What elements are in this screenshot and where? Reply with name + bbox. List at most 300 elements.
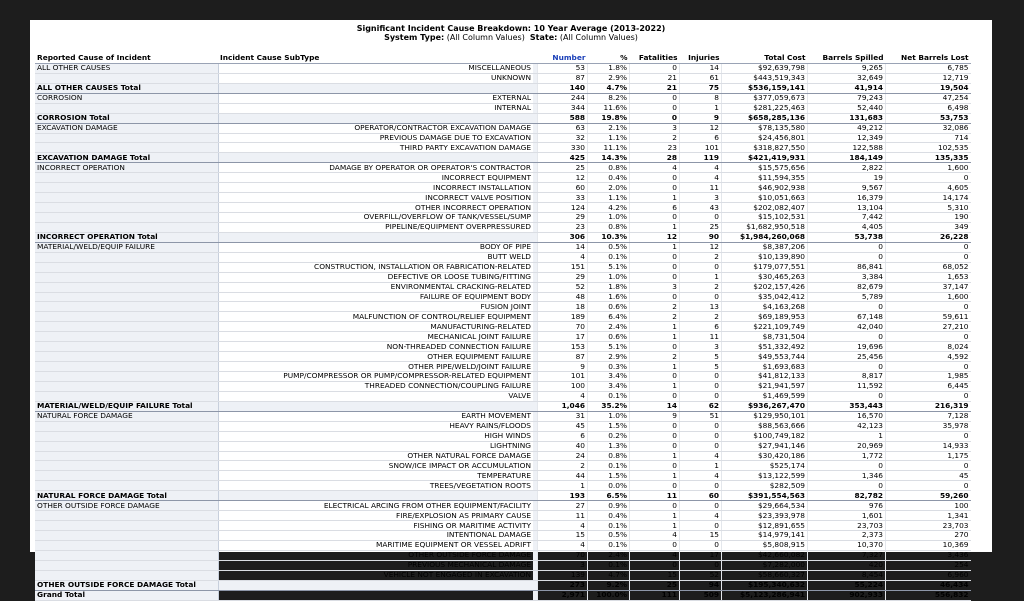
number-cell: 273 — [538, 580, 588, 590]
percent-cell: 8.2% — [588, 93, 630, 103]
total-cost-cell: $377,059,673 — [722, 93, 808, 103]
barrels-spilled-cell: 79,243 — [808, 93, 886, 103]
barrels-spilled-cell: 16,379 — [808, 193, 886, 203]
barrels-spilled-cell: 131,683 — [808, 113, 886, 123]
cause-cell — [35, 103, 218, 113]
subtype-cell: PIPELINE/EQUIPMENT OVERPRESSURED — [218, 222, 533, 232]
injuries-cell: 60 — [680, 491, 722, 501]
total-cost-cell: $1,693,683 — [722, 362, 808, 372]
table-row — [35, 213, 971, 223]
percent-cell: 19.8% — [588, 113, 630, 123]
barrels-spilled-cell: 20,969 — [808, 441, 886, 451]
injuries-cell: 0 — [680, 431, 722, 441]
percent-cell: 0.1% — [588, 540, 630, 550]
barrels-spilled-cell: 13,104 — [808, 203, 886, 213]
injuries-cell: 12 — [680, 123, 722, 133]
percent-cell: 0.1% — [588, 461, 630, 471]
percent-cell: 2.9% — [588, 352, 630, 362]
total-cost-cell: $29,664,534 — [722, 501, 808, 511]
number-cell: 12 — [538, 173, 588, 183]
percent-cell: 3.4% — [588, 372, 630, 382]
barrels-spilled-cell: 49,212 — [808, 123, 886, 133]
number-cell: 14 — [538, 242, 588, 252]
table-row — [35, 322, 971, 332]
table-row — [35, 133, 971, 143]
barrels-spilled-cell: 11,592 — [808, 381, 886, 391]
table-row — [35, 511, 971, 521]
cause-cell: ALL OTHER CAUSES — [35, 63, 218, 73]
cause-cell: Grand Total — [35, 590, 218, 600]
injuries-cell: 509 — [680, 590, 722, 600]
report-header — [30, 24, 992, 42]
number-cell: 344 — [538, 103, 588, 113]
cause-cell: INCORRECT OPERATION — [35, 163, 218, 173]
barrels-spilled-cell: 55,224 — [808, 580, 886, 590]
subtotal-row — [35, 113, 971, 123]
injuries-cell: 75 — [680, 83, 722, 93]
subtype-cell: FISHING OR MARITIME ACTIVITY — [218, 521, 533, 531]
subtype-cell: HEAVY RAINS/FLOODS — [218, 421, 533, 431]
table-row — [35, 362, 971, 372]
fatalities-cell: 3 — [630, 123, 680, 133]
table-row — [35, 252, 971, 262]
total-cost-cell: $4,163,268 — [722, 302, 808, 312]
fatalities-cell: 15 — [630, 570, 680, 580]
net-barrels-lost-cell: 37,147 — [886, 282, 971, 292]
cause-cell: MATERIAL/WELD/EQUIP FAILURE Total — [35, 401, 218, 411]
subtype-cell — [218, 83, 533, 93]
number-cell: 70 — [538, 550, 588, 560]
net-barrels-lost-cell: 68,052 — [886, 262, 971, 272]
fatalities-cell: 0 — [630, 292, 680, 302]
injuries-cell: 119 — [680, 153, 722, 163]
net-barrels-lost-cell: 46,434 — [886, 580, 971, 590]
injuries-cell: 17 — [680, 550, 722, 560]
total-cost-cell: $58,660,327 — [722, 570, 808, 580]
number-cell: 24 — [538, 451, 588, 461]
injuries-cell: 14 — [680, 63, 722, 73]
total-cost-cell: $318,827,550 — [722, 143, 808, 153]
number-cell: 32 — [538, 133, 588, 143]
total-cost-cell: $10,139,890 — [722, 252, 808, 262]
number-cell: 2,971 — [538, 590, 588, 600]
fatalities-cell: 9 — [630, 411, 680, 421]
subtype-cell: MARITIME EQUIPMENT OR VESSEL ADRIFT — [218, 540, 533, 550]
barrels-spilled-cell: 8,454 — [808, 570, 886, 580]
number-cell: 6 — [538, 431, 588, 441]
number-cell: 151 — [538, 262, 588, 272]
subtype-cell: EARTH MOVEMENT — [218, 411, 533, 421]
subtype-cell — [218, 153, 533, 163]
fatalities-cell: 1 — [630, 222, 680, 232]
subtype-cell: OTHER NATURAL FORCE DAMAGE — [218, 451, 533, 461]
net-barrels-lost-cell: 6,960 — [886, 570, 971, 580]
fatalities-cell: 0 — [630, 501, 680, 511]
percent-cell: 6.5% — [588, 491, 630, 501]
net-barrels-lost-cell: 47,254 — [886, 93, 971, 103]
cause-cell — [35, 560, 218, 570]
total-cost-cell: $1,984,260,068 — [722, 232, 808, 242]
cause-cell — [35, 173, 218, 183]
state-label: State: — [529, 33, 558, 42]
table-row — [35, 163, 971, 173]
cause-cell — [35, 451, 218, 461]
subtype-cell: OTHER OUTSIDE FORCE DAMAGE — [218, 550, 533, 560]
injuries-cell: 5 — [680, 362, 722, 372]
net-barrels-lost-cell: 714 — [886, 133, 971, 143]
subtype-cell: DAMAGE BY OPERATOR OR OPERATOR'S CONTRACTOR — [218, 163, 533, 173]
injuries-cell: 0 — [680, 441, 722, 451]
injuries-cell: 0 — [680, 560, 722, 570]
barrels-spilled-cell: 2,822 — [808, 163, 886, 173]
table-row — [35, 411, 971, 421]
percent-cell: 3.4% — [588, 381, 630, 391]
percent-cell: 5.1% — [588, 262, 630, 272]
cause-cell — [35, 461, 218, 471]
barrels-spilled-cell: 53,738 — [808, 232, 886, 242]
cause-cell: INCORRECT OPERATION Total — [35, 232, 218, 242]
percent-cell: 0.4% — [588, 173, 630, 183]
total-cost-cell: $23,393,978 — [722, 511, 808, 521]
net-barrels-lost-cell: 1,653 — [886, 272, 971, 282]
cause-cell — [35, 222, 218, 232]
number-cell: 139 — [538, 570, 588, 580]
fatalities-cell: 2 — [630, 352, 680, 362]
fatalities-cell: 21 — [630, 73, 680, 83]
net-barrels-lost-cell: 1,600 — [886, 292, 971, 302]
net-barrels-lost-cell: 32,086 — [886, 123, 971, 133]
total-cost-cell: $936,267,470 — [722, 401, 808, 411]
net-barrels-lost-cell: 27,210 — [886, 322, 971, 332]
subtype-cell: OVERFILL/OVERFLOW OF TANK/VESSEL/SUMP — [218, 213, 533, 223]
injuries-cell: 6 — [680, 133, 722, 143]
subtype-cell: VALVE — [218, 391, 533, 401]
table-row — [35, 103, 971, 113]
number-cell: 18 — [538, 302, 588, 312]
percent-cell: 0.0% — [588, 481, 630, 491]
barrels-spilled-cell: 67,148 — [808, 312, 886, 322]
fatalities-cell: 6 — [630, 203, 680, 213]
fatalities-cell: 0 — [630, 540, 680, 550]
table-row — [35, 540, 971, 550]
net-barrels-lost-cell: 100 — [886, 501, 971, 511]
fatalities-cell: 0 — [630, 113, 680, 123]
fatalities-cell: 2 — [630, 302, 680, 312]
net-barrels-lost-cell: 0 — [886, 391, 971, 401]
barrels-spilled-cell: 420 — [808, 560, 886, 570]
subtype-cell: INCORRECT INSTALLATION — [218, 183, 533, 193]
injuries-cell: 25 — [680, 222, 722, 232]
fatalities-cell: 0 — [630, 63, 680, 73]
table-row — [35, 262, 971, 272]
number-cell: 140 — [538, 83, 588, 93]
cause-cell — [35, 381, 218, 391]
fatalities-cell: 0 — [630, 431, 680, 441]
number-cell: 48 — [538, 292, 588, 302]
percent-cell: 0.1% — [588, 521, 630, 531]
total-cost-cell: $129,950,101 — [722, 411, 808, 421]
fatalities-cell: 28 — [630, 153, 680, 163]
net-barrels-lost-cell: 4,605 — [886, 183, 971, 193]
injuries-cell: 4 — [680, 163, 722, 173]
barrels-spilled-cell: 9,265 — [808, 63, 886, 73]
subtype-cell: HIGH WINDS — [218, 431, 533, 441]
subtype-cell: PREVIOUS MECHANICAL DAMAGE — [218, 560, 533, 570]
injuries-cell: 51 — [680, 411, 722, 421]
net-barrels-lost-cell: 190 — [886, 213, 971, 223]
subtotal-row — [35, 153, 971, 163]
cause-cell — [35, 183, 218, 193]
barrels-spilled-cell: 7,442 — [808, 213, 886, 223]
barrels-spilled-cell: 9,567 — [808, 183, 886, 193]
col-header-total-cost[interactable]: Total Cost — [722, 54, 808, 63]
percent-cell: 0.8% — [588, 451, 630, 461]
subtype-cell: EXTERNAL — [218, 93, 533, 103]
subtype-cell: THIRD PARTY EXCAVATION DAMAGE — [218, 143, 533, 153]
number-cell: 244 — [538, 93, 588, 103]
net-barrels-lost-cell: 216,319 — [886, 401, 971, 411]
table-row — [35, 292, 971, 302]
percent-cell: 0.9% — [588, 501, 630, 511]
fatalities-cell: 0 — [630, 481, 680, 491]
report-title: Significant Incident Cause Breakdown: 10 Year Average (2013-2022) — [356, 24, 666, 33]
fatalities-cell: 4 — [630, 550, 680, 560]
cause-cell — [35, 282, 218, 292]
total-cost-cell: $27,941,146 — [722, 441, 808, 451]
barrels-spilled-cell: 0 — [808, 461, 886, 471]
subtype-cell: VEHICLE NOT ENGAGED IN EXCAVATION — [218, 570, 533, 580]
subtype-cell: MECHANICAL JOINT FAILURE — [218, 332, 533, 342]
fatalities-cell: 0 — [630, 103, 680, 113]
subtype-cell: INCORRECT VALVE POSITION — [218, 193, 533, 203]
cause-cell: NATURAL FORCE DAMAGE — [35, 411, 218, 421]
table-body — [35, 63, 971, 600]
total-cost-cell: $15,575,656 — [722, 163, 808, 173]
percent-cell: 6.4% — [588, 312, 630, 322]
total-cost-cell: $658,285,136 — [722, 113, 808, 123]
number-cell: 100 — [538, 381, 588, 391]
cause-cell — [35, 322, 218, 332]
table-row — [35, 431, 971, 441]
table-row — [35, 312, 971, 322]
number-cell: 15 — [538, 531, 588, 541]
injuries-cell: 0 — [680, 521, 722, 531]
subtype-cell: ENVIRONMENTAL CRACKING-RELATED — [218, 282, 533, 292]
col-header-number[interactable]: Number — [538, 54, 588, 63]
injuries-cell: 2 — [680, 252, 722, 262]
injuries-cell: 3 — [680, 193, 722, 203]
percent-cell: 0.8% — [588, 163, 630, 173]
net-barrels-lost-cell: 6,785 — [886, 63, 971, 73]
total-cost-cell: $391,554,563 — [722, 491, 808, 501]
cause-cell — [35, 540, 218, 550]
total-cost-cell: $46,902,938 — [722, 183, 808, 193]
subtype-cell: OTHER INCORRECT OPERATION — [218, 203, 533, 213]
injuries-cell: 5 — [680, 352, 722, 362]
cause-cell: CORROSION — [35, 93, 218, 103]
number-cell: 9 — [538, 362, 588, 372]
table-row — [35, 173, 971, 183]
net-barrels-lost-cell: 59,611 — [886, 312, 971, 322]
cause-cell — [35, 213, 218, 223]
total-cost-cell: $30,420,186 — [722, 451, 808, 461]
total-cost-cell: $443,519,343 — [722, 73, 808, 83]
injuries-cell: 12 — [680, 242, 722, 252]
table-row — [35, 93, 971, 103]
cause-cell — [35, 391, 218, 401]
injuries-cell: 4 — [680, 451, 722, 461]
fatalities-cell: 0 — [630, 272, 680, 282]
net-barrels-lost-cell: 19,504 — [886, 83, 971, 93]
injuries-cell: 0 — [680, 540, 722, 550]
fatalities-cell: 0 — [630, 391, 680, 401]
table-row — [35, 451, 971, 461]
barrels-spilled-cell: 1,601 — [808, 511, 886, 521]
table-row — [35, 352, 971, 362]
number-cell: 425 — [538, 153, 588, 163]
percent-cell: 1.8% — [588, 63, 630, 73]
col-header-fatalities[interactable]: Fatalities — [630, 54, 680, 63]
table-row — [35, 193, 971, 203]
total-cost-cell: $51,332,492 — [722, 342, 808, 352]
percent-cell: 0.5% — [588, 242, 630, 252]
cause-cell — [35, 312, 218, 322]
injuries-cell: 0 — [680, 262, 722, 272]
number-cell: 4 — [538, 540, 588, 550]
percent-cell: 1.0% — [588, 213, 630, 223]
barrels-spilled-cell: 12,349 — [808, 133, 886, 143]
total-cost-cell: $13,122,599 — [722, 471, 808, 481]
barrels-spilled-cell: 42,040 — [808, 322, 886, 332]
total-cost-cell: $88,563,666 — [722, 421, 808, 431]
injuries-cell: 15 — [680, 531, 722, 541]
injuries-cell: 4 — [680, 173, 722, 183]
cause-cell: MATERIAL/WELD/EQUIP FAILURE — [35, 242, 218, 252]
fatalities-cell: 1 — [630, 381, 680, 391]
net-barrels-lost-cell: 1,600 — [886, 163, 971, 173]
fatalities-cell: 4 — [630, 531, 680, 541]
total-cost-cell: $15,102,531 — [722, 213, 808, 223]
barrels-spilled-cell: 19,696 — [808, 342, 886, 352]
cause-cell — [35, 521, 218, 531]
table-row — [35, 421, 971, 431]
number-cell: 31 — [538, 411, 588, 421]
injuries-cell: 101 — [680, 143, 722, 153]
barrels-spilled-cell: 0 — [808, 362, 886, 372]
col-header-injuries[interactable]: Injuries — [680, 54, 722, 63]
percent-cell: 11.6% — [588, 103, 630, 113]
cause-cell: OTHER OUTSIDE FORCE DAMAGE Total — [35, 580, 218, 590]
barrels-spilled-cell: 1,346 — [808, 471, 886, 481]
number-cell: 63 — [538, 123, 588, 133]
subtype-cell — [218, 491, 533, 501]
net-barrels-lost-cell: 12,719 — [886, 73, 971, 83]
barrels-spilled-cell: 1,772 — [808, 451, 886, 461]
col-header-cause[interactable]: Reported Cause of Incident — [35, 54, 218, 63]
number-cell: 4 — [538, 252, 588, 262]
total-cost-cell: $1,682,950,518 — [722, 222, 808, 232]
fatalities-cell: 0 — [630, 183, 680, 193]
percent-cell: 100.0% — [588, 590, 630, 600]
table-row — [35, 183, 971, 193]
injuries-cell: 1 — [680, 272, 722, 282]
injuries-cell: 0 — [680, 372, 722, 382]
percent-cell: 5.1% — [588, 342, 630, 352]
barrels-spilled-cell: 86,841 — [808, 262, 886, 272]
barrels-spilled-cell: 0 — [808, 332, 886, 342]
net-barrels-lost-cell: 0 — [886, 362, 971, 372]
fatalities-cell: 0 — [630, 262, 680, 272]
percent-cell: 10.3% — [588, 232, 630, 242]
net-barrels-lost-cell: 0 — [886, 242, 971, 252]
number-cell: 33 — [538, 193, 588, 203]
number-cell: 70 — [538, 322, 588, 332]
cause-cell — [35, 570, 218, 580]
barrels-spilled-cell: 4,405 — [808, 222, 886, 232]
table-row — [35, 222, 971, 232]
barrels-spilled-cell: 0 — [808, 252, 886, 262]
fatalities-cell: 3 — [630, 282, 680, 292]
col-header-barrels-spilled[interactable]: Barrels Spilled — [808, 54, 886, 63]
percent-cell: 2.1% — [588, 123, 630, 133]
percent-cell: 1.0% — [588, 411, 630, 421]
fatalities-cell: 1 — [630, 332, 680, 342]
subtype-cell: MISCELLANEOUS — [218, 63, 533, 73]
report-sheet — [30, 20, 992, 600]
col-header-net-barrels-lost[interactable]: Net Barrels Lost — [886, 54, 971, 63]
total-cost-cell: $1,469,599 — [722, 391, 808, 401]
fatalities-cell: 1 — [630, 242, 680, 252]
cause-cell — [35, 421, 218, 431]
barrels-spilled-cell: 10,370 — [808, 540, 886, 550]
barrels-spilled-cell: 0 — [808, 242, 886, 252]
injuries-cell: 0 — [680, 391, 722, 401]
subtype-cell — [218, 401, 533, 411]
col-header-percent[interactable]: % — [588, 54, 630, 63]
subtype-cell: SNOW/ICE IMPACT OR ACCUMULATION — [218, 461, 533, 471]
fatalities-cell: 1 — [630, 322, 680, 332]
subtotal-row — [35, 491, 971, 501]
table-row — [35, 242, 971, 252]
barrels-spilled-cell: 0 — [808, 302, 886, 312]
subtotal-row — [35, 83, 971, 93]
injuries-cell: 13 — [680, 302, 722, 312]
percent-cell: 0.3% — [588, 362, 630, 372]
subtype-cell: BUTT WELD — [218, 252, 533, 262]
injuries-cell: 4 — [680, 511, 722, 521]
total-cost-cell: $536,159,141 — [722, 83, 808, 93]
fatalities-cell: 14 — [630, 401, 680, 411]
barrels-spilled-cell: 82,782 — [808, 491, 886, 501]
subtype-cell: FIRE/EXPLOSION AS PRIMARY CAUSE — [218, 511, 533, 521]
fatalities-cell: 1 — [630, 471, 680, 481]
fatalities-cell: 1 — [630, 362, 680, 372]
barrels-spilled-cell: 32,649 — [808, 73, 886, 83]
barrels-spilled-cell: 976 — [808, 501, 886, 511]
injuries-cell: 94 — [680, 580, 722, 590]
total-cost-cell: $8,731,504 — [722, 332, 808, 342]
subtype-cell: CONSTRUCTION, INSTALLATION OR FABRICATION-RELATED — [218, 262, 533, 272]
col-header-subtype[interactable]: Incident Cause SubType — [218, 54, 533, 63]
fatalities-cell: 1 — [630, 451, 680, 461]
net-barrels-lost-cell: 0 — [886, 431, 971, 441]
net-barrels-lost-cell: 3,436 — [886, 550, 971, 560]
total-cost-cell: $92,639,798 — [722, 63, 808, 73]
net-barrels-lost-cell: 135,335 — [886, 153, 971, 163]
subtype-cell: INCORRECT EQUIPMENT — [218, 173, 533, 183]
total-cost-cell: $202,082,407 — [722, 203, 808, 213]
total-cost-cell: $281,225,463 — [722, 103, 808, 113]
